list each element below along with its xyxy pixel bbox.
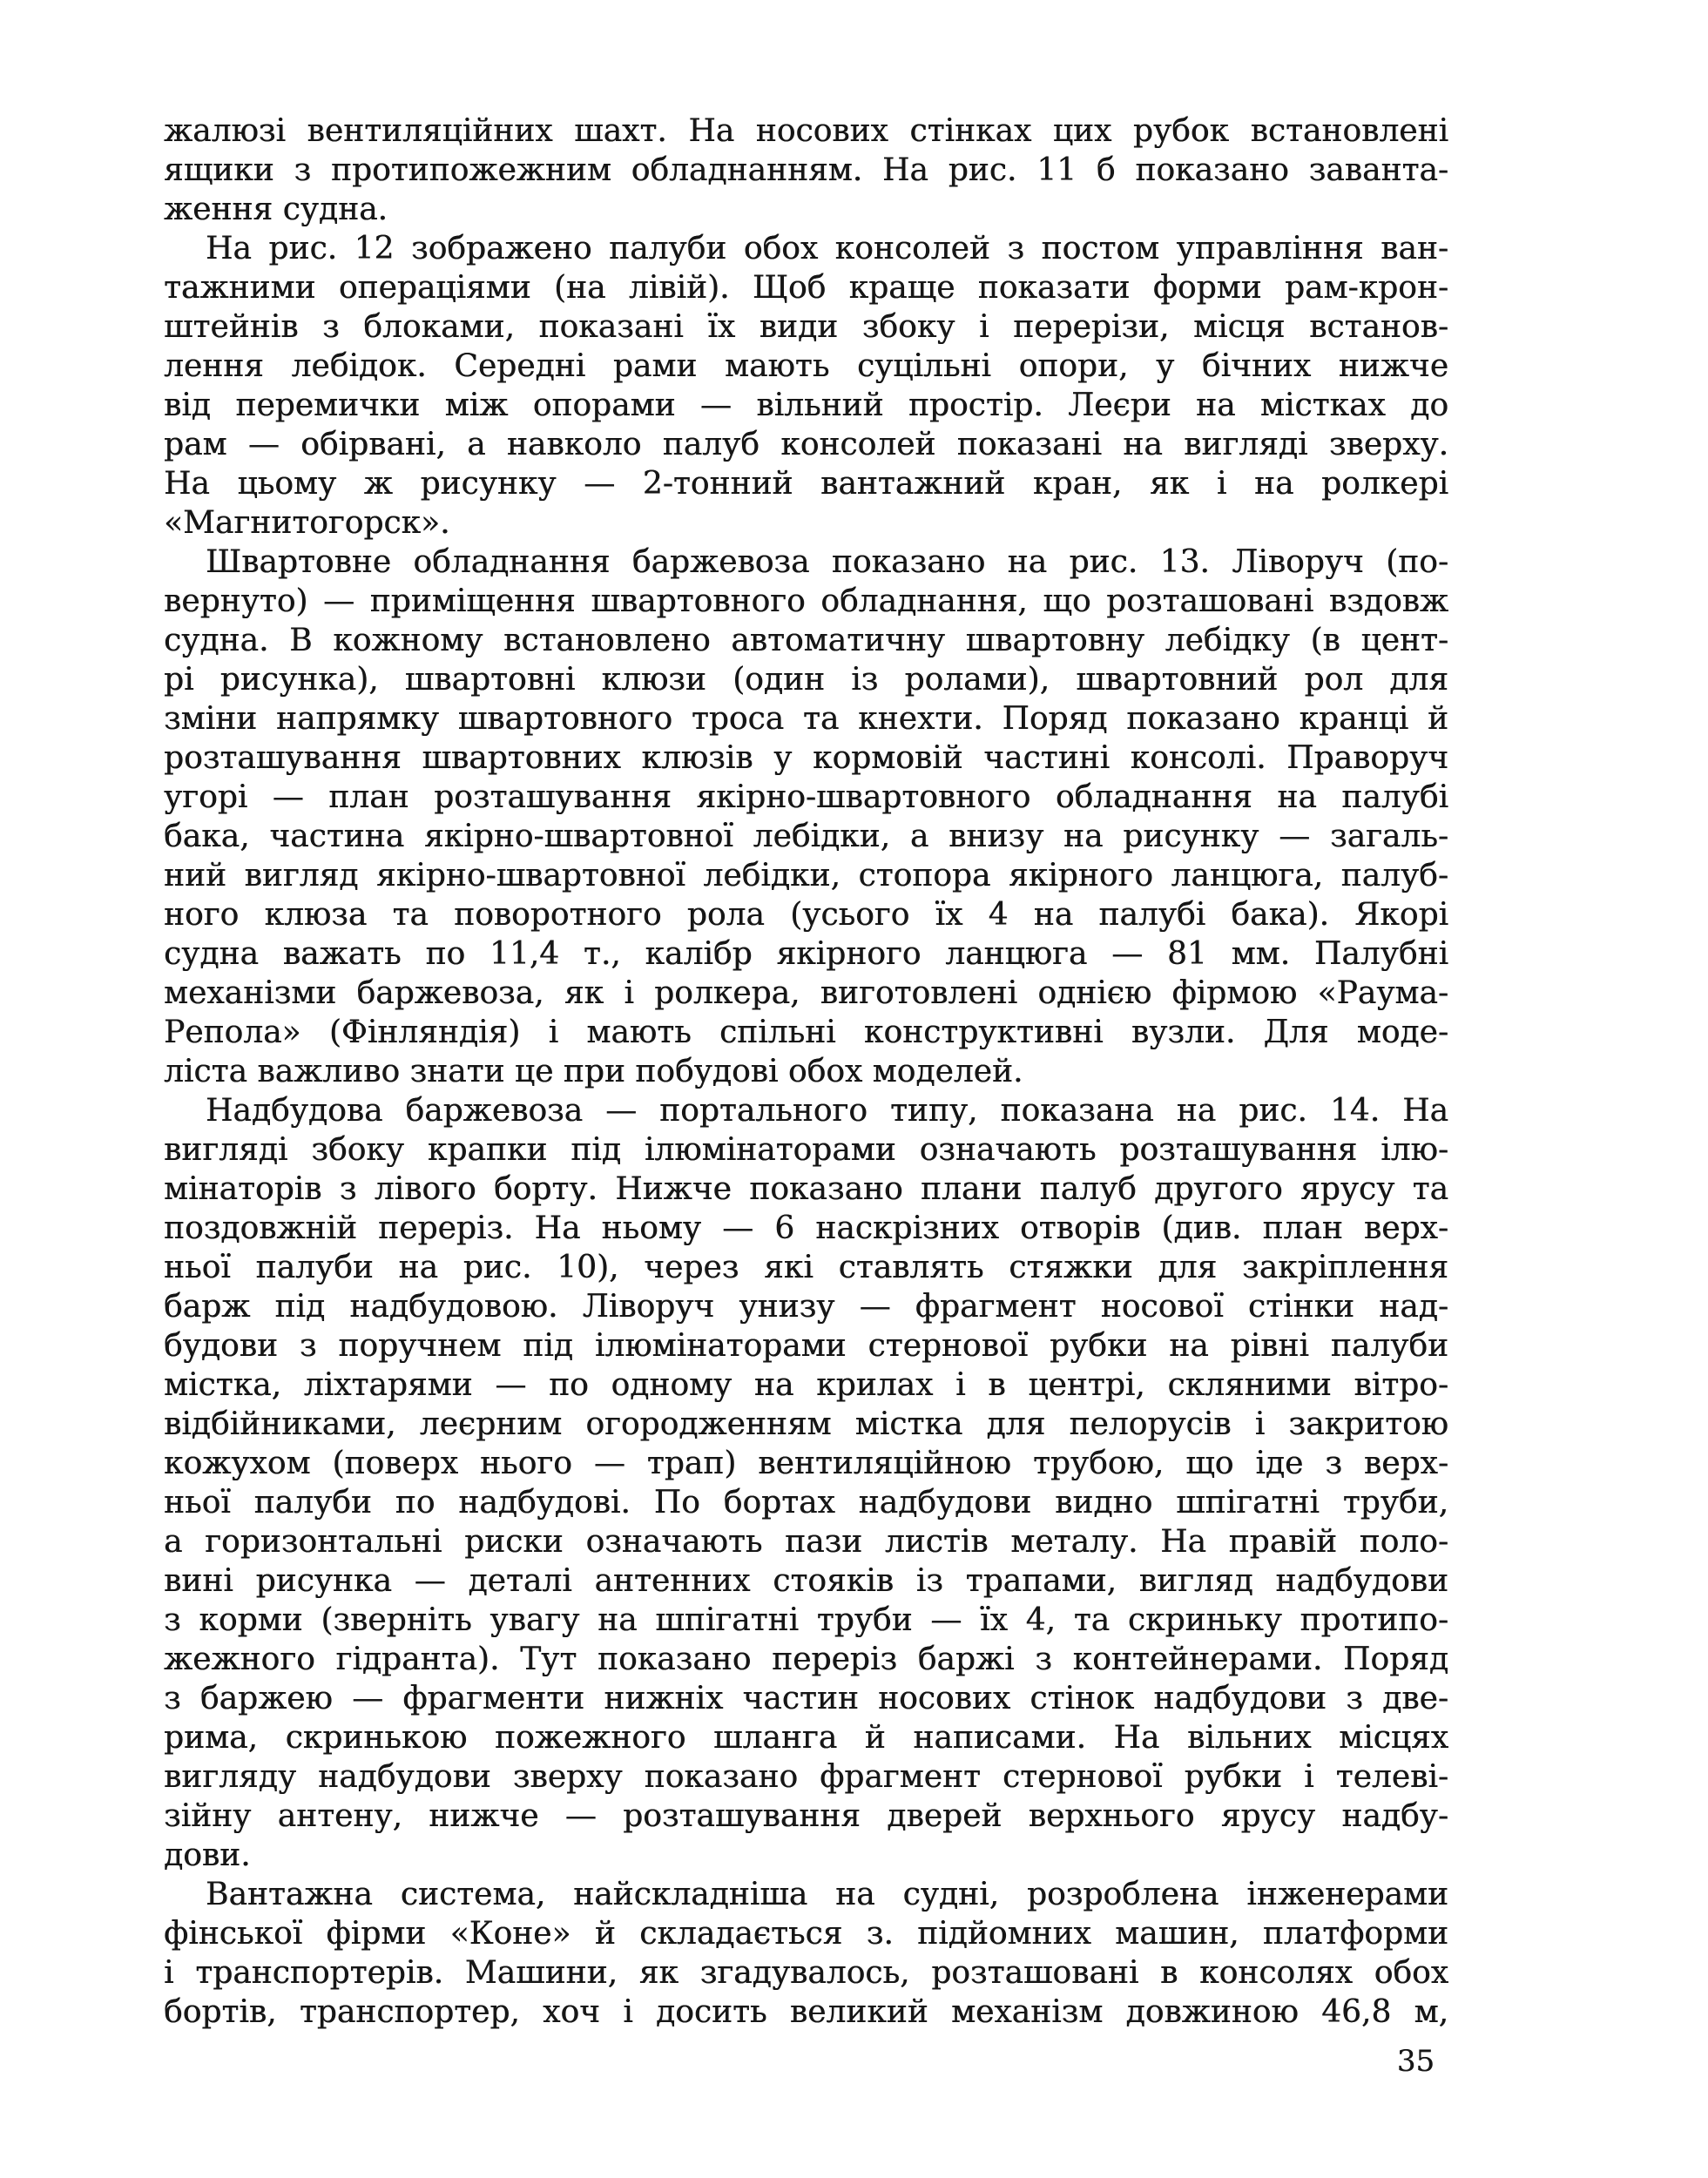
text-line: вернуто) — приміщення швартовного обладнання, що розташовані вздовж (164, 583, 1448, 619)
text-line: вині рисунка — деталі антенних стояків із трапами, вигляд надбудови (164, 1563, 1448, 1599)
text-line: розташування швартовних клюзів у кормовій частині консолі. Праворуч (164, 740, 1448, 776)
text-line: судна. В кожному встановлено автоматичну швартовну лебідку (в цент- (164, 623, 1448, 658)
page-number: 35 (1396, 2044, 1435, 2079)
text-line: а горизонтальні риски означають пази листів металу. На правій поло- (164, 1524, 1448, 1560)
paragraph (164, 1091, 1448, 1875)
text-line: зміни напрямку швартовного троса та кнехти. Поряд показано кранці й (164, 701, 1448, 737)
text-line: барж під надбудовою. Ліворуч унизу — фрагмент носової стінки над- (164, 1289, 1448, 1325)
text-line: з корми (зверніть увагу на шпігатні труби — їх 4, та скриньку протипо- (164, 1602, 1448, 1638)
text-line: рі рисунка), швартовні клюзи (один із ролами), швартовний рол для (164, 662, 1448, 698)
text-line: судна важать по 11,4 т., калібр якірного ланцюга — 81 мм. Палубні (164, 936, 1448, 972)
text-line: бака, частина якірно-швартовної лебідки, а внизу на рисунку — загаль- (164, 819, 1448, 854)
text-line: ящики з протипожежним обладнанням. На рис. 11 б показано заванта- (164, 152, 1448, 188)
text-column (164, 111, 1448, 2032)
paragraph (164, 111, 1448, 229)
text-line: Вантажна система, найскладніша на судні, розроблена інженерами (206, 1877, 1448, 1912)
text-line: ження судна. (164, 192, 388, 227)
text-line: мінаторів з лівого борту. Нижче показано плани палуб другого ярусу та (164, 1171, 1448, 1207)
text-line: ньої палуби по надбудові. По бортах надбудови видно шпігатні труби, (164, 1485, 1448, 1521)
text-line: бортів, транспортер, хоч і досить великий механізм довжиною 46,8 м, (164, 1994, 1448, 2030)
text-line: від перемички між опорами — вільний простір. Леєри на містках до (164, 388, 1448, 423)
text-line: ного клюза та поворотного рола (усього їх 4 на палубі бака). Якорі (164, 897, 1448, 933)
text-line: фінської фірми «Коне» й складається з. підйомних машин, платформи (164, 1916, 1448, 1952)
text-line: жалюзі вентиляційних шахт. На носових стінках цих рубок встановлені (164, 113, 1448, 149)
text-line: містка, ліхтарями — по одному на крилах і в центрі, скляними вітро- (164, 1367, 1448, 1403)
paragraph (164, 229, 1448, 543)
text-line: вигляді збоку крапки під ілюмінаторами означають розташування ілю- (164, 1132, 1448, 1168)
text-line: «Магнитогорск». (164, 505, 450, 541)
text-line: рима, скринькою пожежного шланга й написами. На вільних місцях (164, 1720, 1448, 1756)
text-line: Надбудова баржевоза — портального типу, показана на рис. 14. На (206, 1093, 1448, 1129)
text-line: угорі — план розташування якірно-швартовного обладнання на палубі (164, 779, 1448, 815)
text-line: Репола» (Фінляндія) і мають спільні конструктивні вузли. Для моде- (164, 1015, 1448, 1050)
text-line: і транспортерів. Машини, як згадувалось, розташовані в консолях обох (164, 1955, 1448, 1991)
paragraph (164, 1875, 1448, 2032)
text-line: зійну антену, нижче — розташування дверей верхнього ярусу надбу- (164, 1798, 1448, 1834)
text-line: Швартовне обладнання баржевоза показано на рис. 13. Ліворуч (по- (206, 544, 1448, 580)
text-line: ньої палуби на рис. 10), через які ставлять стяжки для закріплення (164, 1250, 1448, 1285)
paragraph (164, 543, 1448, 1091)
text-line: поздовжній переріз. На ньому — 6 наскрізних отворів (див. план верх- (164, 1210, 1448, 1246)
text-line: з баржею — фрагменти нижніх частин носових стінок надбудови з две- (164, 1681, 1448, 1716)
text-line: кожухом (поверх нього — трап) вентиляційною трубою, що іде з верх- (164, 1446, 1448, 1481)
text-line: будови з поручнем під ілюмінаторами стернової рубки на рівні палуби (164, 1328, 1448, 1364)
text-line: вигляду надбудови зверху показано фрагмент стернової рубки і телеві- (164, 1759, 1448, 1795)
text-line: рам — обірвані, а навколо палуб консолей показані на вигляді зверху. (164, 427, 1448, 462)
text-line: штейнів з блоками, показані їх види збоку і перерізи, місця встанов- (164, 309, 1448, 345)
text-line: лення лебідок. Середні рами мають суцільні опори, у бічних нижче (164, 348, 1448, 384)
text-line: дови. (164, 1837, 251, 1873)
text-line: механізми баржевоза, як і ролкера, виготовлені однією фірмою «Раума- (164, 975, 1448, 1011)
text-line: ліста важливо знати це при побудові обох моделей. (164, 1054, 1023, 1089)
text-line: На рис. 12 зображено палуби обох консолей з постом управління ван- (206, 231, 1448, 266)
text-line: жежного гідранта). Тут показано переріз баржі з контейнерами. Поряд (164, 1642, 1448, 1677)
text-line: тажними операціями (на лівій). Щоб краще показати форми рам-крон- (164, 270, 1448, 306)
text-line: На цьому ж рисунку — 2-тонний вантажний кран, як і на ролкері (164, 466, 1448, 502)
text-line: відбійниками, леєрним огородженням містка для пелорусів і закритою (164, 1406, 1448, 1442)
text-line: ний вигляд якірно-швартовної лебідки, стопора якірного ланцюга, палуб- (164, 858, 1448, 893)
